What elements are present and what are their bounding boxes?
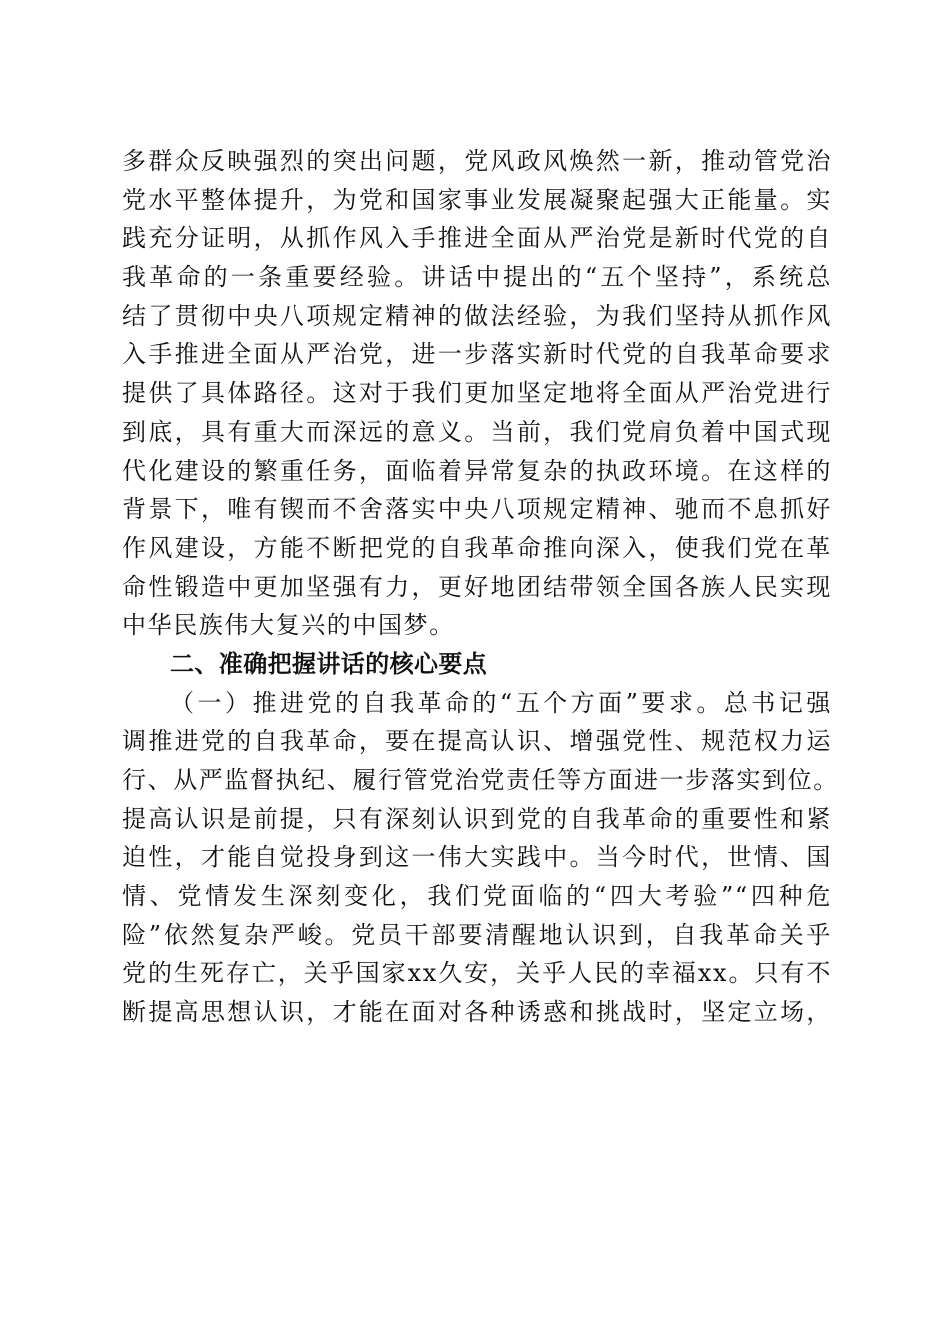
text-line: （一）推进党的自我革命的“五个方面”要求。总书记强 (170, 688, 832, 717)
text-line: 提高认识是前提，只有深刻认识到党的自我革命的重要性和紧 (122, 804, 832, 833)
text-line: 迫性，才能自觉投身到这一伟大实践中。当今时代，世情、国 (122, 843, 832, 872)
text-line: 提供了具体路径。这对于我们更加坚定地将全面从严治党进行 (122, 379, 832, 408)
text-line: 作风建设，方能不断把党的自我革命推向深入，使我们党在革 (122, 533, 832, 562)
document-body (122, 142, 839, 1032)
text-line: 党水平整体提升，为党和国家事业发展凝聚起强大正能量。实 (122, 185, 832, 214)
text-line: 到底，具有重大而深远的意义。当前，我们党肩负着中国式现 (122, 417, 832, 446)
text-line: 行、从严监督执纪、履行管党治党责任等方面进一步落实到位。 (122, 766, 839, 794)
text-line: 代化建设的繁重任务，面临着异常复杂的执政环境。在这样的 (122, 456, 832, 485)
text-line: 背景下，唯有锲而不舍落实中央八项规定精神、驰而不息抓好 (122, 495, 832, 524)
text-line: 入手推进全面从严治党，进一步落实新时代党的自我革命要求 (122, 340, 832, 369)
text-line: 调推进党的自我革命，要在提高认识、增强党性、规范权力运 (122, 727, 832, 756)
text-line: 命性锻造中更加坚强有力，更好地团结带领全国各族人民实现 (122, 572, 832, 601)
text-line: 结了贯彻中央八项规定精神的做法经验，为我们坚持从抓作风 (122, 301, 832, 330)
text-line: 我革命的一条重要经验。讲话中提出的“五个坚持”，系统总 (122, 263, 832, 292)
paragraph-subsection-1 (122, 684, 839, 1032)
paragraph-continuation (122, 142, 832, 645)
text-line: 践充分证明，从抓作风入手推进全面从严治党是新时代党的自 (122, 224, 832, 253)
text-line: 情、党情发生深刻变化，我们党面临的“四大考验”“四种危 (122, 882, 832, 911)
text-line: 中华民族伟大复兴的中国梦。 (122, 611, 455, 640)
text-line: 党的生死存亡，关乎国家xx久安，关乎人民的幸福xx。只有不 (122, 959, 832, 988)
section-heading: 二、准确把握讲话的核心要点 (170, 649, 488, 678)
text-line: 多群众反映强烈的突出问题，党风政风焕然一新，推动管党治 (122, 147, 832, 175)
text-line: 险”依然复杂严峻。党员干部要清醒地认识到，自我革命关乎 (122, 920, 832, 949)
text-line: 断提高思想认识，才能在面对各种诱惑和挑战时，坚定立场， (122, 998, 832, 1027)
